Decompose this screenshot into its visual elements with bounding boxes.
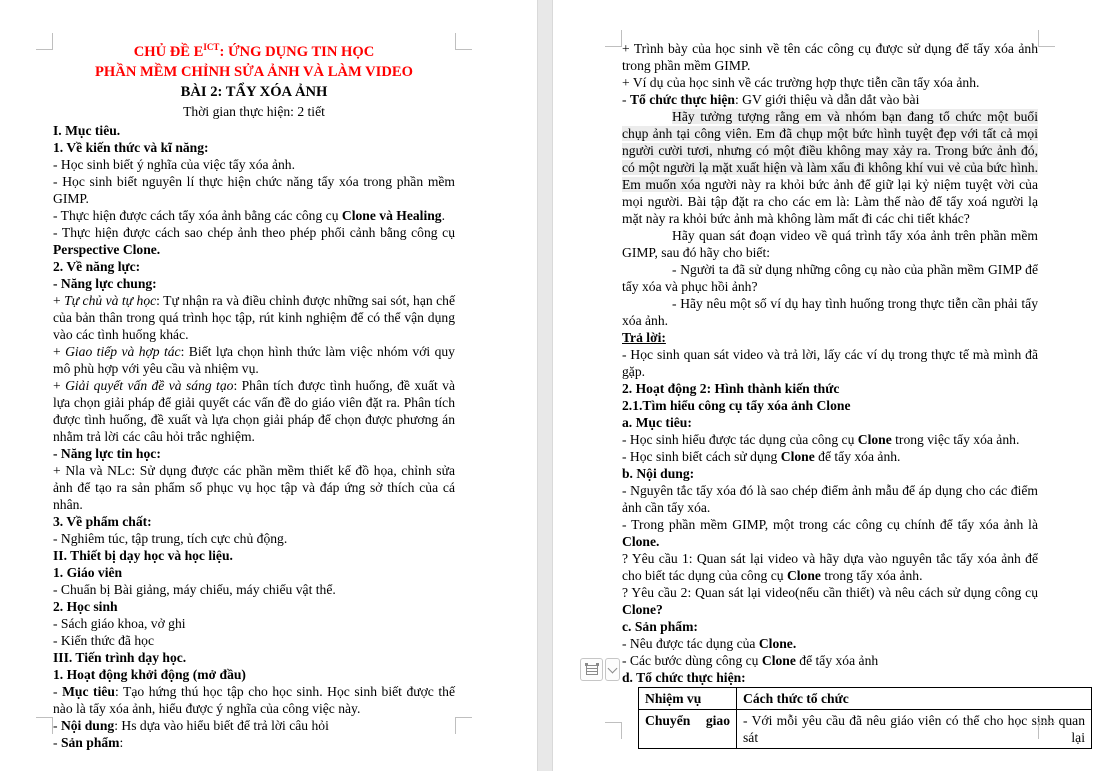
paragraph[interactable] <box>53 666 455 683</box>
paragraph[interactable] <box>53 377 455 445</box>
text-run: : Tự nhận ra và điều chỉnh được những sai sót, hạn chế của bản thân trong quá trình học tập, rút kinh nghiệm để có thể vận dụng vào các tình huống khác. <box>53 293 455 342</box>
text-run: - Nguyên tắc tẩy xóa đó là sao chép điểm ảnh mẫu để áp dụng cho các điểm ảnh cần tẩy xóa. <box>622 483 1038 515</box>
text-run: - Trong phần mềm GIMP, một trong các công cụ chính để tẩy xóa ảnh là <box>622 517 1038 532</box>
text-run: - Học sinh quan sát video và trả lời, lấy các ví dụ trong thực tế mà mình đã gặp. <box>622 347 1038 379</box>
paragraph[interactable] <box>622 414 1038 431</box>
page-2[interactable] <box>553 0 1119 771</box>
text-run: + Trình bày của học sinh về tên các công cụ được sử dụng để tẩy xóa ảnh trong phần mềm GIMP. <box>622 41 1038 73</box>
paragraph[interactable] <box>622 584 1038 618</box>
text-run: : Phân tích được tình huống, đề xuất và lựa chọn giải pháp để giải quyết các vấn đề do giáo viên đặt ra. Phân tích được tình huống, đề xuất và lựa chọn giải pháp để chọn được phương án nhằm trả lời các câu hỏi trắc nghiệm. <box>53 378 455 444</box>
paragraph[interactable] <box>53 139 455 156</box>
paragraph[interactable] <box>53 207 455 224</box>
paragraph[interactable] <box>622 669 1038 686</box>
text-run: trong việc tẩy xóa ảnh. <box>891 432 1020 447</box>
text-run: - Học sinh biết cách sử dụng <box>622 449 781 464</box>
text-run: 2. Học sinh <box>53 599 118 614</box>
paragraph[interactable] <box>622 482 1038 516</box>
paragraph[interactable] <box>622 618 1038 635</box>
table-cell[interactable] <box>737 688 1092 710</box>
table-cell[interactable] <box>639 710 737 749</box>
text-run: 1. Giáo viên <box>53 565 123 580</box>
paragraph[interactable] <box>53 173 455 207</box>
text-run: Clone và Healing <box>341 208 442 223</box>
paragraph[interactable] <box>53 632 455 649</box>
text-run: : Tạo hứng thú học tập cho học sinh. Học sinh biết được thế nào là tẩy xóa ảnh, hiểu được ý nghĩa của công việc này. <box>53 684 455 716</box>
table-icon <box>585 663 599 677</box>
paragraph[interactable] <box>53 343 455 377</box>
paragraph[interactable] <box>622 431 1038 448</box>
paragraph[interactable] <box>53 530 455 547</box>
text-run: + <box>53 378 66 393</box>
text-run: PHẦN MỀM CHỈNH SỬA ẢNH VÀ LÀM VIDEO <box>95 64 413 80</box>
text-run: - Hãy nêu một số ví dụ hay tình huống trong thực tiễn cần phải tẩy xóa ảnh. <box>622 296 1038 328</box>
paragraph[interactable] <box>53 42 455 62</box>
paragraph[interactable] <box>622 346 1038 380</box>
text-run: Giao tiếp và hợp tác <box>65 344 181 359</box>
paragraph[interactable] <box>622 329 1038 346</box>
text-run: Chuyển giao <box>645 713 730 728</box>
text-run: ICT <box>203 42 220 53</box>
text-run: Hãy quan sát đoạn video về quá trình tẩy xóa ảnh trên phần mềm GIMP, sau đó hãy cho biết: <box>622 228 1038 260</box>
text-run: - <box>622 92 630 107</box>
paragraph[interactable] <box>53 462 455 513</box>
paragraph[interactable] <box>53 564 455 581</box>
page-gap <box>537 0 553 771</box>
text-run: - Kiến thức đã học <box>53 633 154 648</box>
text-run: - Học sinh biết ý nghĩa của việc tẩy xóa ảnh. <box>53 157 295 172</box>
text-run: a. Mục tiêu: <box>622 415 692 430</box>
text-run: - Các bước dùng công cụ <box>622 653 762 668</box>
text-run: - Chuẩn bị Bài giảng, máy chiếu, máy chiếu vật thể. <box>53 582 336 597</box>
text-run: ? Yêu cầu 1: Quan sát lại video và hãy dựa vào nguyên tắc tẩy xóa ảnh để cho biết tác dụng của công cụ <box>622 551 1038 583</box>
table-options-control <box>580 658 620 681</box>
paragraph[interactable] <box>53 734 455 751</box>
text-run: b. Nội dung: <box>622 466 695 481</box>
text-run: II. Thiết bị dạy học và học liệu. <box>53 548 233 563</box>
text-run: Cách thức tổ chức <box>743 691 849 706</box>
text-run: : Hs dựa vào hiểu biết để trả lời câu hỏi <box>114 718 329 733</box>
text-run: Clone? <box>622 602 663 617</box>
text-run: c. Sản phẩm: <box>622 619 698 634</box>
paragraph[interactable] <box>622 40 1038 74</box>
paragraph[interactable] <box>53 292 455 343</box>
paragraph[interactable] <box>53 547 455 564</box>
text-run: để tẩy xóa ảnh <box>795 653 879 668</box>
text-run: Nội dung <box>60 718 115 733</box>
text-run: - <box>53 718 61 733</box>
paragraph[interactable] <box>622 108 1038 227</box>
text-run: Giải quyết vấn đề và sáng tạo <box>65 378 234 393</box>
text-run: - Với mỗi yêu cầu đã nêu giáo viên có thể cho học sinh quan sát lại <box>743 713 1085 745</box>
page-1-content[interactable] <box>53 42 455 751</box>
paragraph[interactable] <box>622 652 1038 669</box>
text-run: d. Tổ chức thực hiện: <box>622 670 746 685</box>
text-run: + Ví dụ của học sinh về các trường hợp thực tiễn cần tẩy xóa ảnh. <box>622 75 980 90</box>
text-run: Trả lời: <box>622 330 666 345</box>
text-run: - Năng lực tin học: <box>53 446 161 461</box>
paragraph[interactable] <box>622 635 1038 652</box>
paragraph[interactable] <box>622 516 1038 550</box>
paragraph[interactable] <box>622 261 1038 295</box>
text-run: BÀI 2: TẨY XÓA ẢNH <box>180 84 328 100</box>
paragraph[interactable] <box>53 62 455 82</box>
paragraph[interactable] <box>53 82 455 102</box>
text-run: + <box>53 344 66 359</box>
text-run: Clone <box>761 653 796 668</box>
paragraph[interactable] <box>53 102 455 122</box>
paragraph[interactable] <box>53 258 455 275</box>
table-row <box>639 688 1092 710</box>
text-run: - Học sinh biết nguyên lí thực hiện chức năng tẩy xóa trong phần mềm GIMP. <box>53 174 455 206</box>
dropdown-button[interactable] <box>605 658 620 681</box>
paragraph[interactable] <box>53 598 455 615</box>
text-run: - Thực hiện được cách sao chép ảnh theo phép phối cảnh bằng công cụ <box>53 225 455 240</box>
text-run: 3. Về phẩm chất: <box>53 514 152 529</box>
paragraph[interactable] <box>622 550 1038 584</box>
text-run: Clone. <box>622 534 660 549</box>
text-run: Sản phẩm <box>60 735 120 750</box>
text-run: - Người ta đã sử dụng những công cụ nào của phần mềm GIMP để tẩy xóa và phục hồi ảnh? <box>622 262 1038 294</box>
highlighted-text: Hãy tưởng tượng rằng em và nhóm bạn đang tổ chức một buổi chụp ảnh tại công viên. Em đã chụp một bức hình tuyệt đẹp với tất cả mọi người cười tươi, nhưng có một điều không may xảy ra. Trong bức ảnh đó, có một người lạ mặt xuất hiện và làm xấu đi không khí vui vẻ của bức hình. Em muốn xóa <box>622 109 1038 192</box>
text-run: - <box>53 684 63 699</box>
paragraph[interactable] <box>622 397 1038 414</box>
paragraph[interactable] <box>622 380 1038 397</box>
text-run: - <box>53 735 61 750</box>
text-run: + <box>53 293 65 308</box>
page-2-content[interactable] <box>622 40 1085 749</box>
text-run: Tổ chức thực hiện <box>629 92 735 107</box>
text-run: - Học sinh hiểu được tác dụng của công cụ <box>622 432 858 447</box>
paragraph[interactable] <box>53 156 455 173</box>
paragraph[interactable] <box>53 649 455 666</box>
paragraph[interactable] <box>622 91 1038 108</box>
table-options-button[interactable] <box>580 658 603 681</box>
paragraph[interactable] <box>622 227 1038 261</box>
text-run: Mục tiêu <box>62 684 115 699</box>
text-run: : Biết lựa chọn hình thức làm việc nhóm với quy mô phù hợp với yêu cầu và nhiệm vụ. <box>53 344 455 376</box>
text-run: để tẩy xóa ảnh. <box>814 449 901 464</box>
lesson-activity-table[interactable] <box>638 687 1092 749</box>
text-run: - Thực hiện được cách tẩy xóa ảnh bằng các công cụ <box>53 208 342 223</box>
table-row <box>639 710 1092 749</box>
text-run: I. Mục tiêu. <box>53 123 121 138</box>
paragraph[interactable] <box>622 295 1038 329</box>
text-run: + Nla và NLc: Sử dụng được các phần mềm thiết kế đồ họa, chỉnh sửa ảnh để tạo ra sản phẩm số phục vụ học tập và đáp ứng sở thích của cá nhân. <box>53 463 455 512</box>
text-run: : <box>119 735 124 750</box>
text-run: trong tẩy xóa ảnh. <box>820 568 923 583</box>
text-run: Tự chủ và tự học <box>64 293 157 308</box>
text-run: - Sách giáo khoa, vở ghi <box>53 616 186 631</box>
text-run: - Nêu được tác dụng của <box>622 636 759 651</box>
paragraph[interactable] <box>53 445 455 462</box>
page-1[interactable] <box>0 0 537 771</box>
text-run: Perspective Clone. <box>53 242 161 257</box>
text-run: : ỨNG DỤNG TIN HỌC <box>219 44 375 60</box>
text-run: Clone. <box>758 636 797 651</box>
text-run: 1. Về kiến thức và kĩ năng: <box>53 140 209 155</box>
text-run: 2. Hoạt động 2: Hình thành kiến thức <box>622 381 840 396</box>
paragraph[interactable] <box>622 448 1038 465</box>
paragraph[interactable] <box>53 615 455 632</box>
paragraph[interactable] <box>622 74 1038 91</box>
text-run: người này ra khỏi bức ảnh để giữ lại kỷ niệm tuyệt vời của mọi người. Bài tập đặt ra cho các em là: Làm thế nào để tẩy xoá người lạ mặt này ra khỏi bức ảnh mà không làm mất đi các chi tiết khác? <box>622 177 1038 226</box>
paragraph[interactable] <box>53 122 455 139</box>
text-run: 1. Hoạt động khởi động (mở đầu) <box>53 667 246 682</box>
table-cell[interactable] <box>737 710 1092 749</box>
text-run: 2.1.Tìm hiểu công cụ tẩy xóa ảnh Clone <box>622 398 851 413</box>
text-run: CHỦ ĐỀ E <box>133 44 204 60</box>
paragraph[interactable] <box>53 581 455 598</box>
text-run: Clone <box>780 449 815 464</box>
paragraph[interactable] <box>53 513 455 530</box>
paragraph[interactable] <box>53 717 455 734</box>
text-run: : GV giới thiệu và dẫn dắt vào bài <box>735 92 920 107</box>
paragraph[interactable] <box>622 465 1038 482</box>
text-run: Nhiệm vụ <box>645 691 702 706</box>
text-run: . <box>441 208 446 223</box>
text-run: Clone <box>857 432 892 447</box>
text-run: 2. Về năng lực: <box>53 259 141 274</box>
text-run: Clone <box>786 568 821 583</box>
text-run: III. Tiến trình dạy học. <box>53 650 187 665</box>
text-run: ? Yêu cầu 2: Quan sát lại video(nếu cần thiết) và nêu cách sử dụng công cụ <box>622 585 1038 600</box>
chevron-down-icon <box>608 663 618 673</box>
text-run: - Năng lực chung: <box>53 276 157 291</box>
paragraph[interactable] <box>53 275 455 292</box>
text-run: Thời gian thực hiện: 2 tiết <box>183 104 325 119</box>
table-cell[interactable] <box>639 688 737 710</box>
paragraph[interactable] <box>53 683 455 717</box>
text-run: - Nghiêm túc, tập trung, tích cực chủ động. <box>53 531 288 546</box>
paragraph[interactable] <box>53 224 455 258</box>
